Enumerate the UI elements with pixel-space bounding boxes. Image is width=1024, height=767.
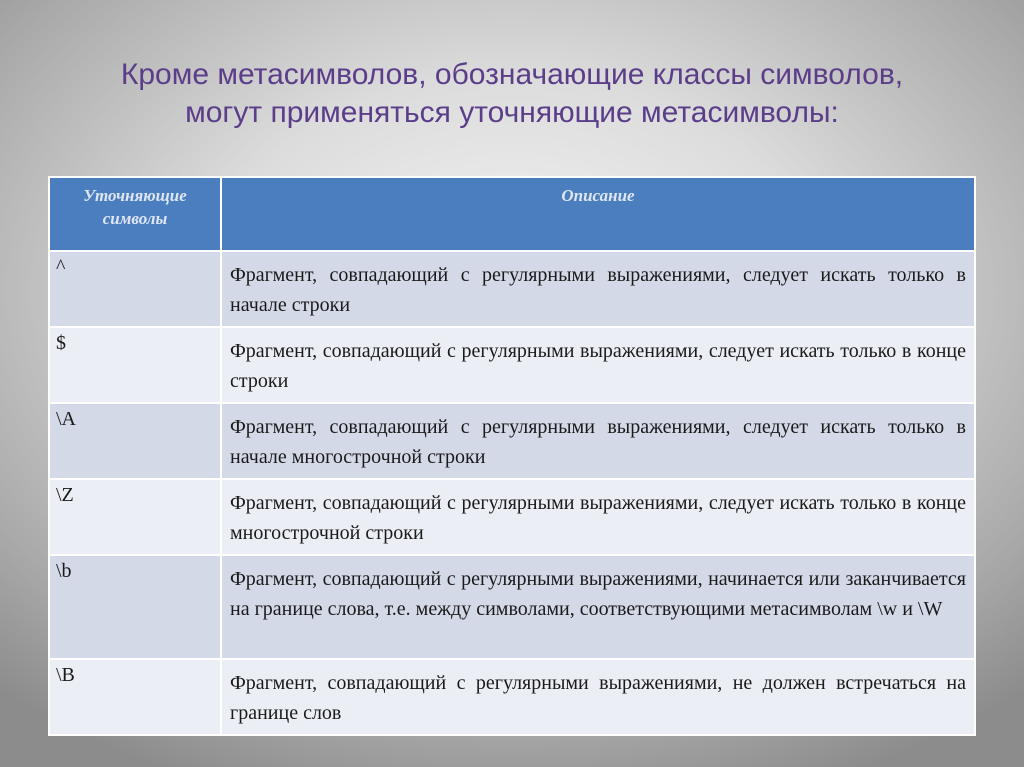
table-row: [49, 251, 975, 327]
symbol-cell: ^: [49, 251, 221, 327]
metasymbols-table: [48, 176, 976, 736]
table-header-row: [49, 177, 975, 251]
header-description: Описание: [221, 177, 975, 251]
description-cell: Фрагмент, совпадающий с регулярными выражениями, следует искать только в конце многострочной строки: [221, 479, 975, 555]
description-cell: Фрагмент, совпадающий с регулярными выражениями, не должен встречаться на границе слов: [221, 659, 975, 735]
header-symbols: Уточняющие символы: [49, 177, 221, 251]
table-row: [49, 555, 975, 659]
table-row: [49, 327, 975, 403]
symbol-cell: $: [49, 327, 221, 403]
description-cell: Фрагмент, совпадающий с регулярными выражениями, начинается или заканчивается на границе слова, т.е. между символами, соответствующими метасимволам \w и \W: [221, 555, 975, 659]
symbol-cell: \Z: [49, 479, 221, 555]
slide-title-line-2: могут применяться уточняющие метасимволы:: [185, 96, 839, 129]
slide-title: [60, 56, 964, 132]
symbol-cell: \A: [49, 403, 221, 479]
table-row: [49, 659, 975, 735]
symbol-cell: \B: [49, 659, 221, 735]
table-row: [49, 479, 975, 555]
table-row: [49, 403, 975, 479]
description-cell: Фрагмент, совпадающий с регулярными выражениями, следует искать только в начале многострочной строки: [221, 403, 975, 479]
slide-title-line-1: Кроме метасимволов, обозначающие классы символов,: [120, 58, 904, 91]
symbol-cell: \b: [49, 555, 221, 659]
description-cell: Фрагмент, совпадающий с регулярными выражениями, следует искать только в начале строки: [221, 251, 975, 327]
description-cell: Фрагмент, совпадающий с регулярными выражениями, следует искать только в конце строки: [221, 327, 975, 403]
